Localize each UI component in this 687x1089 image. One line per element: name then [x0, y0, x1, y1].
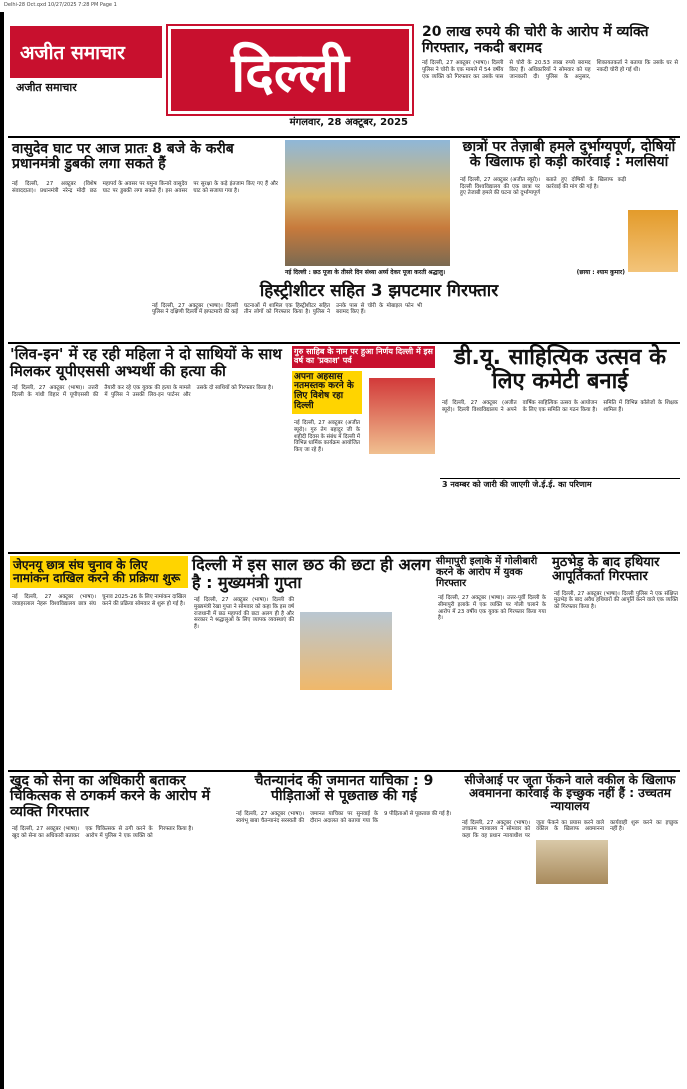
- court-photo: [536, 840, 608, 884]
- story-history-sheeter: [150, 282, 608, 340]
- masthead: [10, 26, 412, 126]
- story-headline: 'लिव-इन' में रह रही महिला ने दो साथियों के साथ मिलकर यूपीएससी अभ्यर्थी की हत्या की: [10, 345, 282, 380]
- story-mutbhed: [552, 556, 680, 766]
- story-live-in: [10, 346, 285, 546]
- story-body: नई दिल्ली, 27 अक्टूबर (भाषा)। उच्चतम न्यायालय ने सोमवार को कहा कि वह प्रधान न्यायाधीश पर जूता फेंकने का प्रयास करने वाले वकील के खिलाफ अवमानना कार्यवाही शुरू करने का इच्छुक नहीं है।: [462, 819, 678, 840]
- story-headline: गुरु साहिब के नाम पर हुआ निर्णय दिल्ली में इस वर्ष का 'प्रकाश' पर्व: [292, 346, 435, 368]
- photo-caption: नई दिल्ली : छठ पूजा के तीसरे दिन संध्या अर्घ्य देकर पूजा करती श्रद्धालु।: [285, 269, 446, 276]
- photo-credit: (छाया : श्याम कुमार): [576, 269, 625, 276]
- story-body: नई दिल्ली, 27 अक्टूबर (भाषा)। खुद को सेना का अधिकारी बताकर एक चिकित्सक से ठगी करने के आरोप में पुलिस ने एक व्यक्ति को गिरफ्तार किया है।: [12, 826, 194, 839]
- story-headline: 20 लाख रुपये की चोरी के आरोप में व्यक्ति गिरफ्तार, नकदी बरामद: [422, 24, 649, 57]
- story-headline: मुठभेड़ के बाद हथियार आपूर्तिकर्ता गिरफ्तार: [552, 555, 660, 585]
- story-body: नई दिल्ली, 27 अक्टूबर (भाषा)। दिल्ली पुलिस ने एक संक्षिप्त मुठभेड़ के बाद अवैध हथियारों की आपूर्ति करने वाले एक व्यक्ति को गिरफ्तार किया है।: [554, 590, 678, 611]
- brand-subtitle: अजीत समाचार: [16, 81, 77, 94]
- story-headline: सीमापुरी इलाके में गोलीबारी करने के आरोप में युवक गिरफ्तार: [436, 556, 538, 589]
- story-du-fest: [440, 346, 680, 546]
- date-line: मंगलवार, 28 अक्टूबर, 2025: [289, 117, 408, 128]
- leader-portrait: [628, 210, 678, 272]
- story-body: नई दिल्ली, 27 अक्टूबर (भाषा)। जवाहरलाल नेहरू विश्वविद्यालय छात्र संघ चुनाव 2025-26 के लिए नामांकन दाखिल करने की प्रक्रिया सोमवार से शुरू हो गई है।: [12, 594, 186, 608]
- story-body: नई दिल्ली, 27 अक्टूबर (भाषा)। दिल्ली पुलिस ने चोरी के एक मामले में 54 वर्षीय एक व्यक्ति को गिरफ्तार कर उसके पास से चोरी के 20.53 लाख रुपये बरामद किए हैं। अधिकारियों ने सोमवार को यह जानकारी दी। पुलिस के अनुसार, शिकायतकर्ता ने बताया कि उसके घर से नकदी चोरी हो गई थी।: [422, 60, 678, 80]
- story-chhath-cm: [192, 556, 432, 766]
- story-guru-sahib: [292, 346, 435, 546]
- story-headline: हिस्ट्रीशीटर सहित 3 झपटमार गिरफ्तार: [259, 281, 499, 301]
- story-army-officer: [10, 774, 228, 1074]
- story-body: नई दिल्ली, 27 अक्टूबर (भाषा)। दिल्ली पुलिस ने दक्षिणी दिल्ली में झपटमारी की कई घटनाओं में शामिल एक हिस्ट्रीशीटर सहित तीन लोगों को गिरफ्तार किया है। पुलिस ने उनके पास से चोरी के मोबाइल फोन भी बरामद किए हैं।: [152, 302, 422, 316]
- cm-photo: [300, 612, 392, 690]
- edition-title: दिल्ली: [168, 26, 412, 114]
- speaker-portrait: [369, 378, 435, 454]
- rule: [8, 342, 680, 344]
- rule: [8, 770, 680, 772]
- story-headline: खुद को सेना का अधिकारी बताकर चिकित्सक से ठगकर्म करने के आरोप में व्यक्ति गिरफ्तार: [10, 773, 210, 820]
- print-strip: Delhi-28 Oct.qxd 10/27/2025 7:28 PM Page 1: [4, 2, 117, 8]
- rule: [8, 552, 680, 554]
- rule: [8, 136, 680, 138]
- story-jnu: [10, 556, 188, 766]
- story-chaitanyanand: [234, 774, 454, 1074]
- story-headline: वासुदेव घाट पर आज प्रातः 8 बजे के करीब प्रधानमंत्री डुबकी लगा सकते हैं: [12, 141, 234, 173]
- story-top-right: [420, 22, 680, 134]
- story-seemapuri: [436, 556, 548, 766]
- registration-bar: [0, 12, 4, 1089]
- story-cji-shoe: [460, 774, 680, 1074]
- brand-block: [10, 26, 162, 126]
- story-body: नई दिल्ली, 27 अक्टूबर (अजीत ब्यूरो)। दिल्ली विश्वविद्यालय की एक छात्रा पर हुए तेजाबी हमले की घटना को दुर्भाग्यपूर्ण बताते हुए दोषियों के खिलाफ कड़ी कार्रवाई की मांग की गई है।: [460, 176, 626, 197]
- story-headline: छात्रों पर तेज़ाबी हमले दुर्भाग्यपूर्ण, दोषियों के खिलाफ हो कड़ी कार्रवाई : मलसियां: [462, 139, 676, 171]
- story-headline: चैतन्यानंद की जमानत याचिका : 9 पीड़िताओं से पूछताछ की गई: [254, 773, 434, 805]
- story-body: नई दिल्ली, 27 अक्टूबर (भाषा)। उत्तर-पूर्वी दिल्ली के सीमापुरी इलाके में एक व्यक्ति पर गोली चलाने के आरोप में 23 वर्षीय एक युवक को गिरफ्तार किया गया है।: [438, 595, 546, 622]
- story-body: नई दिल्ली, 27 अक्टूबर (विशेष संवाददाता)। प्रधानमंत्री नरेन्द्र मोदी छठ महापर्व के अवसर पर यमुना किनारे वासुदेव घाट पर डुबकी लगा सकते हैं। इस अवसर पर सुरक्षा के कड़े इंतजाम किए गए हैं और घाट को सजाया गया है।: [12, 180, 278, 194]
- story-headline: दिल्ली में इस साल छठ की छटा ही अलग है : मुख्यमंत्री गुप्ता: [192, 555, 431, 592]
- story-subhead: 3 नवम्बर को जारी की जाएगी जे.ई.ई. का परिणाम: [440, 478, 680, 492]
- story-body: नई दिल्ली, 27 अक्टूबर (अजीत ब्यूरो)। दिल्ली विश्वविद्यालय ने अपने वार्षिक साहित्यिक उत्सव के आयोजन के लिए एक समिति का गठन किया है। समिति में विभिन्न कॉलेजों के शिक्षक शामिल हैं।: [442, 400, 678, 414]
- story-body: नई दिल्ली, 27 अक्टूबर (अजीत ब्यूरो)। गुरु तेग बहादुर जी के शहीदी दिवस के संबंध में दिल्ली में विभिन्न धार्मिक कार्यक्रम आयोजित किए जा रहे हैं।: [294, 420, 360, 454]
- story-body: नई दिल्ली, 27 अक्टूबर (भाषा)। दिल्ली की मुख्यमंत्री रेखा गुप्ता ने सोमवार को कहा कि इस वर्ष राजधानी में छठ महापर्व की छटा अलग ही है और सरकार ने श्रद्धालुओं के लिए व्यापक व्यवस्थाएं की हैं।: [194, 597, 294, 631]
- highlight-box: अपना अहसास नतमस्तक करने के लिए विशेष रहा दिल्ली: [292, 371, 362, 415]
- brand-logo: अजीत समाचार: [10, 26, 162, 78]
- story-headline: डी.यू. साहित्यिक उत्सव के लिए कमेटी बनाई: [454, 345, 666, 395]
- story-body: नई दिल्ली, 27 अक्टूबर (भाषा)। स्वयंभू बाबा चैतन्यानंद सरस्वती की जमानत याचिका पर सुनवाई के दौरान अदालत को बताया गया कि 9 पीड़िताओं से पूछताछ की गई है।: [236, 810, 452, 824]
- story-headline: जेएनयू छात्र संघ चुनाव के लिए नामांकन दाखिल करने की प्रक्रिया शुरू: [10, 556, 188, 588]
- story-headline: सीजेआई पर जूता फेंकने वाले वकील के खिलाफ अवमानना कार्रवाई के इच्छुक नहीं हैं : उच्चतम न्यायालय: [464, 773, 676, 814]
- story-body: नई दिल्ली, 27 अक्टूबर (भाषा)। उत्तरी दिल्ली के गांधी विहार में यूपीएससी की तैयारी कर रहे एक युवक की हत्या के मामले में पुलिस ने उसकी लिव-इन पार्टनर और उसके दो साथियों को गिरफ्तार किया है।: [12, 385, 274, 398]
- chhath-photo: [285, 140, 450, 266]
